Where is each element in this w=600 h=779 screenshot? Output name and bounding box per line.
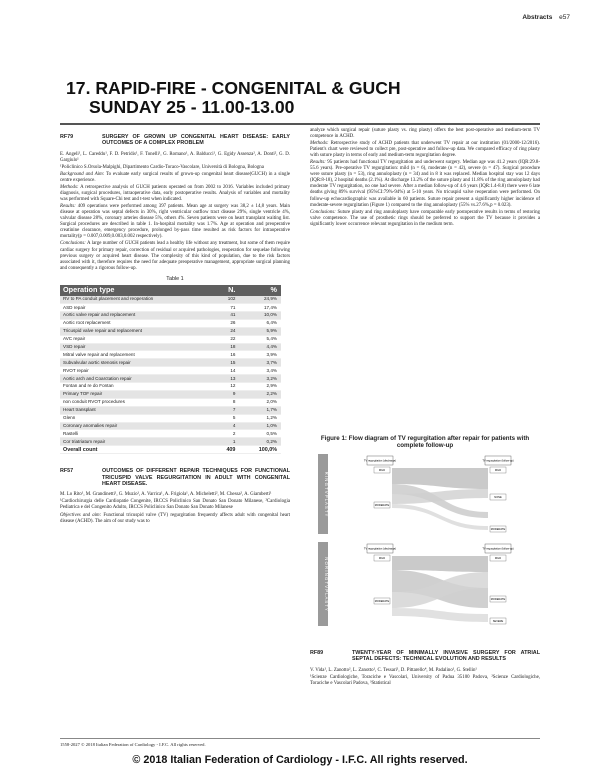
abstract-title: TWENTY-YEAR OF MINIMALLY INVASIVE SURGERY FOR ATRIAL SEPTAL DEFECTS: TECHNICAL EVOLUTION AND RESULTS (352, 650, 540, 663)
abstract-header-rf89 (310, 650, 540, 663)
results-paragraph: Results: 95 patients had functional TV regurgitation and underwent surgery. Median age was 41.2 years (IQR:29.8-55.6 years). Pre-operative TV regurgitation: mild (n = 6), moderate (n = 42), severe (n = 47). Surgical procedure were suture plasty (n = 53), ring annuloplasty (n = 34) and in 8 it was replaced. Median hospital stay was 12 days (IQR:8-18), 2 hospital deaths (2.1%). At discharge 13.2% of the suture plasty and 11.8% of the ring annuloplasty had moderate TV regurgitation, no one had severe. After a median follow-up of 4.6 years (IQR:1.4-8.8) there were 6 late deaths giving 89% survival (95%CI:79%-94%) at 5-10 years. No tricuspid valve reoperation were performed. On follow-up echocardiographic was available in 60 patients. Suture repair present a significantly higher incidence of moderate-severe regurgitation (Figure 1) compared to the ring annuloplasty (55% vs.27.6%,p = 0.023). (310, 160, 540, 208)
ring-panel (318, 454, 514, 534)
abstract-id: RF79 (60, 134, 74, 140)
abstract-header-rf79 (60, 134, 290, 147)
cell-percent: 5,9% (239, 327, 281, 335)
panel-label: R I N G T V P L A S T Y (324, 471, 329, 516)
table-row (60, 430, 281, 438)
background-paragraph: Background and Aim: To evaluate early surgical results of grown-up congenital heart disease(GUCH) in a single centre experience. (60, 171, 290, 183)
table-row (60, 327, 281, 335)
running-header (522, 14, 570, 21)
cell-percent: 10,0% (239, 312, 281, 320)
cell-n: 41 (213, 312, 239, 320)
cell-percent: 3,2% (239, 375, 281, 383)
cell-percent: 3,7% (239, 359, 281, 367)
cell-operation: RV to PA conduit placement and reoperation (60, 296, 213, 304)
node-label: MILD (378, 556, 386, 560)
cell-operation: Primary TOF repair (60, 390, 213, 398)
panel-label: N O R I N G T V P L A S T Y (324, 556, 329, 611)
issn-line: 1558-2027 © 2018 Italian Federation of Cardiology - I.F.C. All rights reserved. (60, 742, 206, 747)
cell-n: 18 (213, 343, 239, 351)
node-label: MODERATE (374, 503, 390, 507)
cell-n: 26 (213, 319, 239, 327)
node-label: MODERATE (490, 597, 506, 601)
cell-percent: 2,9% (239, 383, 281, 391)
cell-percent: 0,5% (239, 430, 281, 438)
node-label: TV regurgitation (discharge) (363, 547, 397, 551)
methods-paragraph: Methods: A retrospective analysis of GUCH patients operated on from 2002 to 2016. Variables included primary diagnosis, surgical procedures, intraoperative data, early postoperative results. Analysis of variables and mortality was performed with Square-Chi test and t-test when indicated. (60, 185, 290, 203)
cell-operation: Rastelli (60, 430, 213, 438)
cell-percent: 6,4% (239, 319, 281, 327)
table-row (60, 422, 281, 430)
cell-percent: 3,4% (239, 367, 281, 375)
no-ring-panel (318, 542, 514, 626)
cell-n: 13 (213, 375, 239, 383)
node-label: TV regurgitation (follow-up) (482, 459, 514, 463)
cell-n: 102 (213, 296, 239, 304)
cell-n: 24 (213, 327, 239, 335)
cell-operation: Aortic arch and Coarctation repair (60, 375, 213, 383)
flow-band (392, 608, 488, 622)
cell-n: 9 (213, 390, 239, 398)
cell-percent: 24,9% (239, 296, 281, 304)
cell-n: 71 (213, 304, 239, 312)
node-label: TV regurgitation (follow-up) (482, 547, 514, 551)
section-name: Abstracts (522, 14, 553, 21)
cell-operation: AVC repair (60, 335, 213, 343)
cell-operation: Subvalvular aortic stenosis repair (60, 359, 213, 367)
cell-n: 5 (213, 414, 239, 422)
cell-operation: Cor triatriatum repair (60, 438, 213, 446)
table-row (60, 312, 281, 320)
table-row (60, 375, 281, 383)
cell-operation: Glenn (60, 414, 213, 422)
cell-operation: Aortic valve repair and replacement (60, 312, 213, 320)
methods-paragraph: Methods: Retrospective study of ACHD patients that underwent TV repair at our institution (01/2000-12/2016). Patient's chart were reviewed to collect pre, post-operative and follow-up data. We compared efficacy of ring plasty with suture plasty in terms of early and medium-term regurgitation degree. (310, 141, 540, 159)
col-header-n: N. (213, 285, 239, 296)
cell-percent: 1,7% (239, 406, 281, 414)
total-label: Overall count (60, 446, 213, 454)
session-line-1: 17. RAPID-FIRE - CONGENITAL & GUCH (66, 78, 401, 98)
session-title (66, 79, 401, 117)
cell-operation: Fontan and re do Fontan (60, 383, 213, 391)
authors: E. Angeli¹, L. Careddu¹, F. D. Petridis¹, F. Tonelli¹, G. Romano¹, A. Balducci¹, G. Egidy Assenza², A. Donti², G. D. Gargiulo¹ (60, 151, 290, 163)
cell-percent: 0,2% (239, 438, 281, 446)
table-row (60, 296, 281, 304)
table-title: Table 1 (166, 275, 184, 282)
table-row (60, 343, 281, 351)
abstract-header-rf57 (60, 468, 290, 487)
node-label: MILD (494, 468, 502, 472)
cell-percent: 1,2% (239, 414, 281, 422)
affiliation: ¹Scienze Cardiologiche, Toraciche e Vascolari, University of Padua 35100 Padova, ²Scienze Cardiologiche, Toraciche e Vascolari Padova, ³Statistical (310, 674, 540, 686)
affiliation: ¹Policlinico S.Orsola-Malpighi, Dipartimento Cardio-Toraco-Vascolare, Università di Bologna, Bologna (60, 164, 264, 170)
abstract-id: RF89 (310, 650, 324, 656)
cell-operation: VSD repair (60, 343, 213, 351)
cell-percent: 17,4% (239, 304, 281, 312)
results-paragraph: Results: 409 operations were performed among 397 patients. Mean age at surgery was 38,2 ± 14,8 years. Main disease at operation was septal defects in 30%, right ventricular outflow tract disease 29%, single ventricle 4%, valvular disease 28%, coronary arteries disease 5%, others 4%. Seven patients were on heart transplant waiting list. Surgical procedures are described in table 1. In-hospital mortality was 1.7%. Age at operation and preoperative creatinine clearance, emergency procedure, prolonged by-pass time resulted as risk factors for intraoperative mortality(p = 0.007,0.009,0.003,0.002 respectively). (60, 204, 290, 240)
node-label: SEVERE (492, 619, 504, 623)
cell-n: 1 (213, 438, 239, 446)
abstract-title: SURGERY OF GROWN UP CONGENITAL HEART DISEASE: EARLY OUTCOMES OF A COMPLEX PROBLEM (102, 134, 290, 147)
cell-n: 16 (213, 351, 239, 359)
sankey-diagram (310, 454, 540, 626)
col-header-operation: Operation type (60, 285, 213, 296)
table-total-row (60, 446, 281, 454)
flow-band (392, 556, 488, 572)
cell-n: 12 (213, 383, 239, 391)
cell-percent: 2,0% (239, 398, 281, 406)
table-row (60, 398, 281, 406)
cell-percent: 3,9% (239, 351, 281, 359)
table-row (60, 406, 281, 414)
cell-n: 22 (213, 335, 239, 343)
abstract-id: RF57 (60, 468, 74, 475)
session-line-2: SUNDAY 25 - 11.00-13.00 (89, 97, 295, 117)
node-label: NONE (494, 495, 502, 499)
table-row (60, 304, 281, 312)
table-row (60, 367, 281, 375)
abstract-title: OUTCOMES OF DIFFERENT REPAIR TECHNIQUES FOR FUNCTIONAL TRICUSPID VALVE REGURGITATION IN ADULT WITH CONGENITAL HEART DISEASE. (102, 468, 290, 487)
col-header-percent: % (239, 285, 281, 296)
abstract-rf89 (310, 650, 540, 688)
table-row (60, 438, 281, 446)
total-percent: 100,0% (239, 446, 281, 454)
left-column (60, 134, 290, 526)
table-row (60, 390, 281, 398)
operations-table (60, 285, 281, 454)
table-header-row (60, 285, 281, 296)
conclusions-paragraph: Conclusions: Suture plasty and ring annuloplasty have comparable early postoperative results in terms of restoring valve competence. The use of prosthetic rings should be preferred to support the TV because it provides a significantly lower occurrence relevant regurgitation in the medium term. (310, 209, 540, 227)
cell-operation: Mitral valve repair and replacement (60, 351, 213, 359)
cell-operation: Aortic root replacement (60, 319, 213, 327)
objectives-paragraph: Objectives and aim: Functional tricuspid valve (TV) regurgitation frequently affects adult with congenital heart disease (ACHD). The aim of our study was to (60, 512, 290, 524)
node-label: MODERATE (490, 527, 506, 531)
table-row (60, 351, 281, 359)
cell-operation: Heart transplant (60, 406, 213, 414)
total-n: 409 (213, 446, 239, 454)
node-label: MODERATE (374, 599, 390, 603)
cell-n: 15 (213, 359, 239, 367)
table-row (60, 383, 281, 391)
cell-n: 2 (213, 430, 239, 438)
node-label: MILD (494, 556, 502, 560)
conclusions-paragraph: Conclusions: A large number of GUCH patients lead a healthy life without any treatment, but some of them require cardiac surgery for primary repair, correction of residual or acquired pathologies, reoperation for sequelae following previous surgery or acquired heart disease. The complexity of this kind of population, due to the risk factors associated with it, therefore requires the need for adequate preoperative management, appropriate surgical planning and consequently a rigorous follow-up. (60, 241, 290, 271)
table-row (60, 359, 281, 367)
table-row (60, 414, 281, 422)
node-label: MILD (378, 468, 386, 472)
page-number: e57 (559, 14, 570, 21)
continued-paragraph: analyze which surgical repair (suture plasty vs. ring plasty) offers the best post-operative and medium-term TV competence in ACHD. (310, 128, 540, 140)
affiliation: ¹Cardiochirurgia delle Cardiopatie Congenite, IRCCS Policlinico San Donato San Donato Milanese, ²Cardiologia Pediatrica e del Congenito Adulto, IRCCS Policlinico San Donato San Donato Milanese (60, 499, 290, 511)
figure-title: Figure 1: Flow diagram of TV regurgitation after repair for patients with complete follow-up (320, 435, 530, 450)
title-rule (60, 123, 540, 125)
figure-1 (310, 435, 540, 626)
footer-rule (60, 738, 540, 739)
copyright-banner: © 2018 Italian Federation of Cardiology - I.F.C. All rights reserved. (132, 754, 468, 766)
cell-operation: ASD repair (60, 304, 213, 312)
cell-n: 14 (213, 367, 239, 375)
cell-operation: RVOT repair (60, 367, 213, 375)
cell-percent: 2,2% (239, 390, 281, 398)
node-label: TV regurgitation (discharge) (363, 459, 397, 463)
authors: V. Vida¹, L. Zanotto², L. Zanotto¹, C. Tessari¹, D. Pittarello⁴, M. Padalino¹, G. Stellin¹ (310, 667, 477, 673)
cell-percent: 1,0% (239, 422, 281, 430)
table-row (60, 335, 281, 343)
cell-operation: Tricuspid valve repair and replacement (60, 327, 213, 335)
cell-n: 7 (213, 406, 239, 414)
table-row (60, 319, 281, 327)
cell-percent: 4,4% (239, 343, 281, 351)
right-column (310, 128, 540, 229)
cell-operation: non conduit RVOT procedures (60, 398, 213, 406)
cell-operation: Coronary anomalies repair (60, 422, 213, 430)
cell-percent: 5,4% (239, 335, 281, 343)
cell-n: 4 (213, 422, 239, 430)
cell-n: 8 (213, 398, 239, 406)
authors: M. Lo Rito¹, M. Grandinetti¹, G. Muzio¹, A. Varrica¹, A. Frigiola¹, A. Micheletti², M. Chessa², A. Giamberti¹ (60, 492, 272, 498)
